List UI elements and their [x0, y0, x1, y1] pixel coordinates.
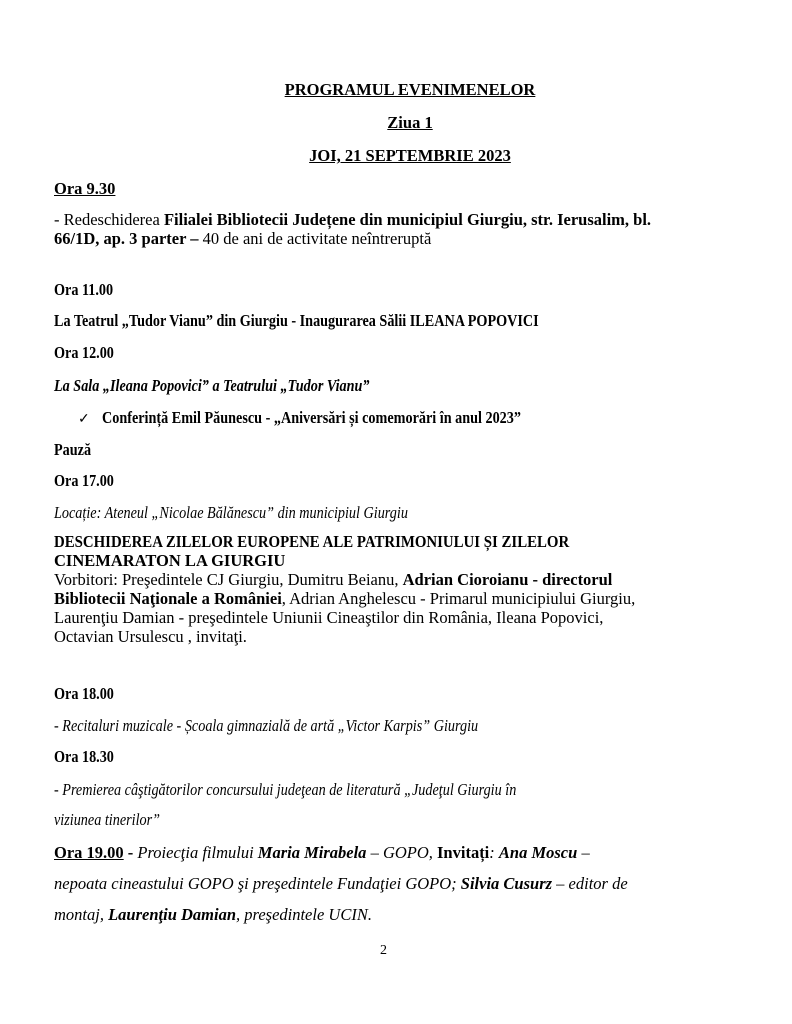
bold-text: 66/1D, ap. 3 parter –: [54, 229, 203, 248]
speakers-line4: Octavian Ursulescu , invitaţi.: [54, 627, 247, 646]
text: –: [577, 843, 590, 862]
event-930-line1: [54, 210, 651, 229]
speakers-line1: [54, 570, 612, 589]
text: nepoata cineastului GOPO şi preşedintele Fundaţiei GOPO;: [54, 874, 461, 893]
guest-name: Ana Moscu: [498, 843, 578, 862]
event-1700-location: [54, 503, 466, 522]
date-text: JOI, 21 SEPTEMBRIE 2023: [309, 146, 511, 165]
time-text: Ora 18.00: [54, 684, 114, 703]
event-1200-bullet: [78, 408, 589, 428]
time-1830: [54, 747, 124, 766]
text: - Recitaluri muzicale - Școala gimnazială de artă „Victor Karpis” Giurgiu: [54, 716, 479, 735]
event-1900-line1: [54, 843, 590, 862]
time-text: Ora 11.00: [54, 280, 114, 299]
event-1200-location: [54, 376, 421, 395]
event-1100-text: [54, 311, 618, 330]
guest-name: Silvia Cusurz: [460, 874, 553, 893]
text: - Premierea câştigătorilor concursului judeţean de literatură „Judeţul Giurgiu în: [54, 780, 517, 799]
text: :: [489, 843, 499, 862]
time-text: Ora 18.30: [54, 747, 114, 766]
text: Locație: Ateneul „Nicolae Bălănescu” din municipiul Giurgiu: [54, 503, 408, 522]
speakers-line2: [54, 589, 635, 608]
checkmark-icon: ✓: [78, 410, 90, 426]
time-930: Ora 9.30: [54, 179, 116, 198]
title-text: PROGRAMUL EVENIMENELOR: [284, 80, 536, 99]
film-title: Maria Mirabela: [257, 843, 367, 862]
text: – editor de: [552, 874, 628, 893]
event-date: [0, 146, 792, 165]
day-text: Ziua 1: [387, 113, 433, 132]
event-1830-line2: [54, 810, 177, 829]
guests-label: Invitați: [437, 843, 490, 862]
bold-text: Adrian Cioroianu - directorul: [402, 570, 613, 589]
time-text: Ora 12.00: [54, 343, 114, 362]
text: – GOPO,: [366, 843, 438, 862]
event-1900-line3: [54, 905, 372, 924]
bold-text: Filialei Bibliotecii Județene din municipiul Giurgiu, str. Ierusalim, bl.: [163, 210, 652, 229]
event-1800-text: [54, 716, 547, 735]
text: , Adrian Anghelescu - Primarul municipiului Giurgiu,: [281, 589, 636, 608]
day-label: [0, 113, 792, 132]
text: viziunea tinerilor”: [54, 810, 161, 829]
time-1900: Ora 19.00: [54, 843, 124, 862]
event-1900-line2: [54, 874, 628, 893]
time-1700: [54, 471, 124, 490]
page-number: 2: [380, 943, 387, 958]
text: La Sala „Ileana Popovici” a Teatrului „Tudor Vianu”: [54, 376, 370, 395]
text: Pauză: [54, 440, 92, 459]
text: montaj,: [54, 905, 109, 924]
text: Proiecţia filmului: [137, 843, 258, 862]
event-930-line2: [54, 229, 431, 248]
text: 40 de ani de activitate neîntreruptă: [202, 229, 432, 248]
pause-label: [54, 440, 97, 459]
speakers-line3: Laurenţiu Damian - preşedintele Uniunii Cineaştilor din România, Ileana Popovici,: [54, 608, 604, 627]
guest-name: Laurenţiu Damian: [108, 905, 237, 924]
text: DESCHIDEREA ZILELOR EUROPENE ALE PATRIMONIULUI ȘI ZILELOR: [54, 532, 570, 551]
document-title: [0, 80, 792, 99]
text: Vorbitori: Preşedintele CJ Giurgiu, Dumitru Beianu,: [54, 570, 403, 589]
text: - Redeschiderea: [54, 210, 164, 229]
time-1200: [54, 343, 124, 362]
bullet-text: Conferință Emil Păunescu - „Aniversări și comemorări în anul 2023”: [101, 408, 521, 427]
time-1800: [54, 684, 124, 703]
text: La Teatrul „Tudor Vianu” din Giurgiu - Inaugurarea Sălii ILEANA POPOVICI: [54, 311, 539, 330]
text: , preşedintele UCIN.: [236, 905, 372, 924]
time-text: Ora 17.00: [54, 471, 114, 490]
event-1830-line1: [54, 780, 592, 799]
time-1100: [54, 280, 123, 299]
bold-text: Bibliotecii Naţionale a României: [54, 589, 282, 608]
event-1700-heading2: CINEMARATON LA GIURGIU: [54, 551, 286, 570]
event-1700-heading1: [54, 532, 626, 551]
text: -: [123, 843, 138, 862]
